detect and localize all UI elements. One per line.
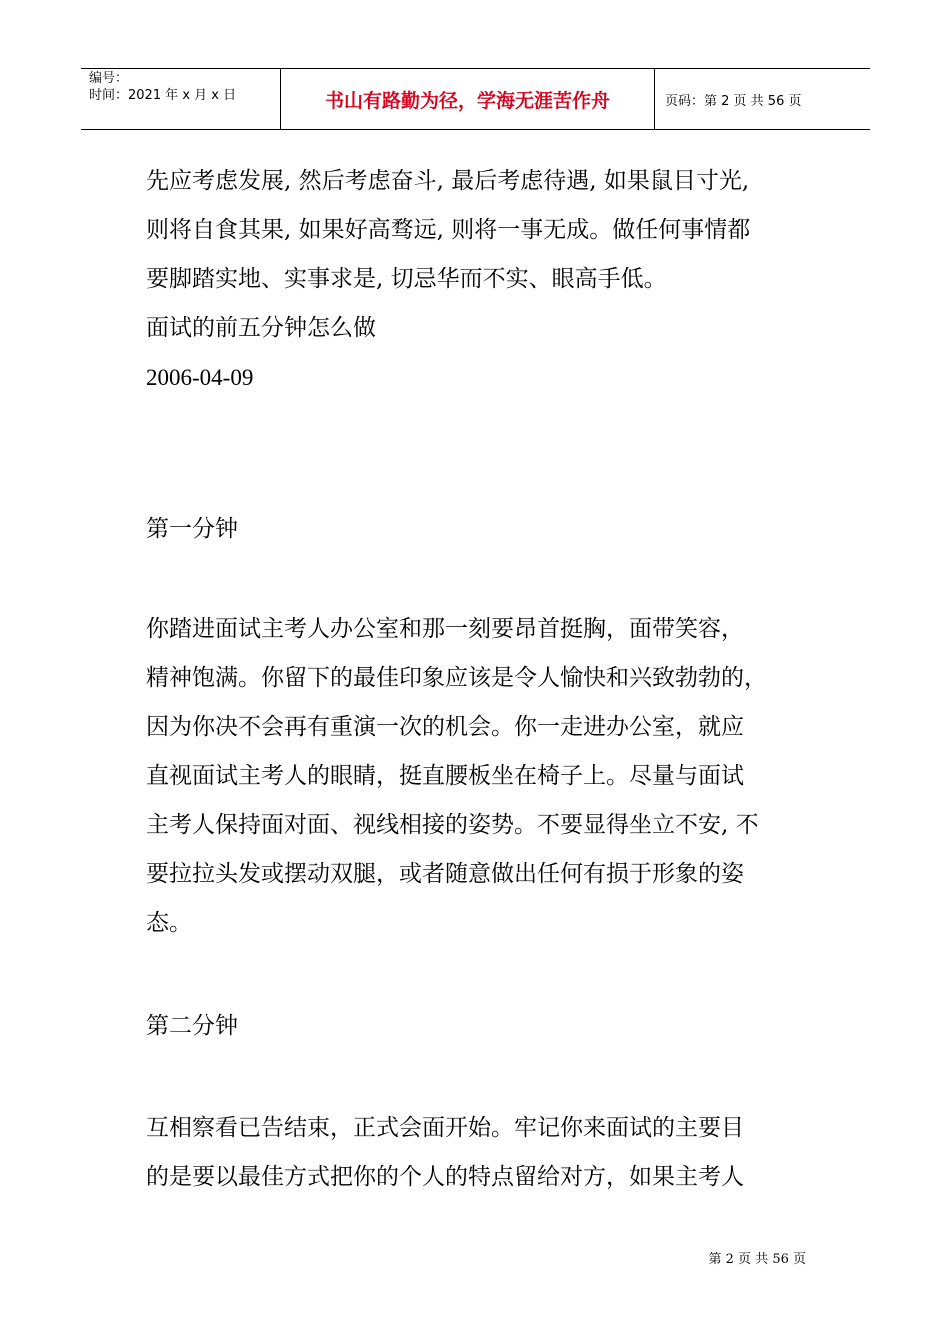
header-time-label: 时间：2021 年 x 月 x 日 — [89, 88, 237, 103]
intro-paragraph — [146, 157, 826, 402]
text-line: 精神饱满。你留下的最佳印象应该是令人愉快和兴致勃勃的， — [146, 665, 767, 691]
text-line: 态。 — [146, 910, 192, 936]
section1-heading: 第一分钟 — [146, 516, 238, 542]
text-line: 要脚踏实地、实事求是, 切忌华而不实、眼高手低。 — [146, 266, 667, 292]
section-heading-2 — [146, 1002, 826, 1051]
section2-paragraph — [146, 1104, 826, 1202]
text-line: 先应考虑发展, 然后考虑奋斗, 最后考虑待遇, 如果鼠目寸光, — [146, 168, 750, 194]
text-line: 你踏进面试主考人办公室和那一刻要昂首挺胸，面带笑容， — [146, 616, 744, 642]
header-page-info: 页码：第 2 页 共 56 页 — [665, 93, 802, 109]
document-header — [81, 68, 870, 130]
text-line: 要拉拉头发或摆动双腿，或者随意做出任何有损于形象的姿 — [146, 861, 744, 887]
article-title: 面试的前五分钟怎么做 — [146, 315, 376, 341]
header-meta — [81, 69, 281, 129]
footer-page-info: 第 2 页 共 56 页 — [708, 1252, 806, 1267]
text-line: 主考人保持面对面、视线相接的姿势。不要显得坐立不安, 不 — [146, 812, 759, 838]
text-line: 因为你决不会再有重演一次的机会。你一走进办公室，就应 — [146, 714, 744, 740]
section2-heading: 第二分钟 — [146, 1013, 238, 1039]
text-line: 互相察看已告结束，正式会面开始。牢记你来面试的主要目 — [146, 1115, 744, 1141]
section-heading-1 — [146, 505, 826, 554]
section1-paragraph — [146, 605, 826, 948]
header-number-label: 编号： — [89, 71, 129, 86]
text-line: 直视面试主考人的眼睛，挺直腰板坐在椅子上。尽量与面试 — [146, 763, 744, 789]
text-line: 则将自食其果, 如果好高骛远, 则将一事无成。做任何事情都 — [146, 217, 751, 243]
header-motto: 书山有路勤为径，学海无涯苦作舟 — [281, 69, 655, 129]
article-date: 2006-04-09 — [146, 365, 254, 390]
text-line: 的是要以最佳方式把你的个人的特点留给对方，如果主考人 — [146, 1164, 744, 1190]
